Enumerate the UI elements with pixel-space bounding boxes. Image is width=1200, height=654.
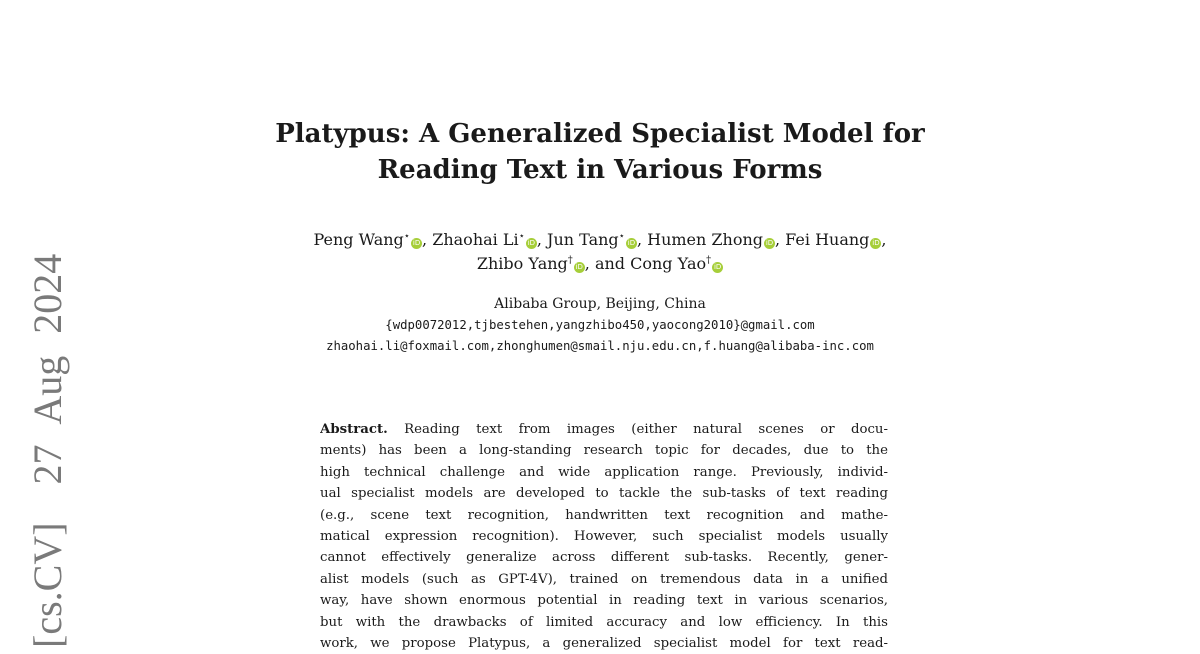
abstract-line: work, we propose Platypus, a generalized specialist model for text read- bbox=[320, 636, 888, 652]
abstract-line: (e.g., scene text recognition, handwritten text recognition and mathe- bbox=[320, 507, 888, 523]
author bbox=[432, 230, 547, 249]
author-name: Humen Zhong bbox=[647, 230, 763, 249]
abstract-line bbox=[320, 419, 888, 440]
abstract-heading: Abstract. bbox=[320, 422, 388, 437]
author-name: Peng Wang bbox=[313, 230, 404, 249]
orcid-icon[interactable]: iD bbox=[575, 263, 583, 271]
author-mark: † bbox=[567, 255, 573, 266]
abstract-line: way, have shown enormous potential in reading text in various scenarios, bbox=[320, 593, 888, 609]
author bbox=[647, 230, 785, 249]
author-line-2 bbox=[0, 252, 1200, 276]
abstract-line: matical expression recognition). However, such specialist models usually bbox=[320, 529, 888, 545]
orcid-icon[interactable]: iD bbox=[713, 263, 722, 271]
affiliation-org: Alibaba Group, Beijing, China bbox=[494, 296, 706, 312]
author-separator: , bbox=[775, 230, 786, 249]
abstract-line: ments) has been a long-standing research topic for decades, due to the bbox=[320, 443, 888, 459]
author-name: Zhaohai Li bbox=[432, 230, 519, 249]
title-line-2: Reading Text in Various Forms bbox=[377, 155, 823, 185]
author-mark: ⋆ bbox=[403, 231, 411, 242]
orcid-icon[interactable]: iD bbox=[765, 239, 774, 247]
author-separator: , bbox=[422, 230, 433, 249]
author-separator: , bbox=[881, 230, 887, 249]
author-separator: , and bbox=[584, 254, 631, 273]
author-name: Zhibo Yang bbox=[476, 254, 568, 273]
author bbox=[547, 230, 647, 249]
email-line-1: {wdp0072012,tjbestehen,yangzhibo450,yaocong2010}@gmail.com bbox=[385, 318, 815, 332]
author-name: Jun Tang bbox=[547, 230, 619, 249]
abstract-line: but with the drawbacks of limited accuracy and low efficiency. In this bbox=[320, 614, 888, 630]
orcid-icon[interactable]: iD bbox=[872, 239, 880, 247]
orcid-icon[interactable]: iD bbox=[412, 239, 421, 247]
author-mark: † bbox=[706, 255, 712, 266]
abstract-line: alist models (such as GPT-4V), trained on tremendous data in a unified bbox=[320, 571, 888, 587]
abstract-line: ual specialist models are developed to tackle the sub-tasks of text reading bbox=[320, 486, 888, 502]
email-line-2: zhaohai.li@foxmail.com,zhonghumen@smail.nju.edu.cn,f.huang@alibaba-inc.com bbox=[326, 339, 874, 353]
affiliation-block bbox=[0, 293, 1200, 357]
title-line-1: Platypus: A Generalized Specialist Model for bbox=[275, 119, 925, 149]
orcid-icon[interactable]: iD bbox=[527, 239, 536, 247]
abstract-text: Reading text from images (either natural scenes or docu- bbox=[387, 422, 888, 437]
abstract-line: cannot effectively generalize across different sub-tasks. Recently, gener- bbox=[320, 550, 888, 566]
paper-title bbox=[0, 116, 1200, 188]
author-mark: ⋆ bbox=[518, 231, 525, 242]
author-line-1 bbox=[0, 228, 1200, 252]
author-separator: , bbox=[536, 230, 548, 249]
author bbox=[630, 254, 723, 273]
author-mark: ⋆ bbox=[618, 231, 625, 242]
author bbox=[313, 230, 432, 249]
author-name: Cong Yao bbox=[630, 254, 707, 273]
abstract-line: high technical challenge and wide application range. Previously, individ- bbox=[320, 464, 888, 480]
author-list bbox=[0, 228, 1200, 276]
arxiv-date: 27 Aug 2024 bbox=[25, 253, 70, 485]
author-separator: , bbox=[636, 230, 648, 249]
orcid-icon[interactable]: iD bbox=[627, 239, 636, 247]
author bbox=[785, 230, 886, 249]
abstract bbox=[320, 419, 888, 654]
author-name: Fei Huang bbox=[785, 230, 870, 249]
arxiv-category: [cs.CV] bbox=[25, 522, 70, 648]
author bbox=[477, 254, 630, 273]
